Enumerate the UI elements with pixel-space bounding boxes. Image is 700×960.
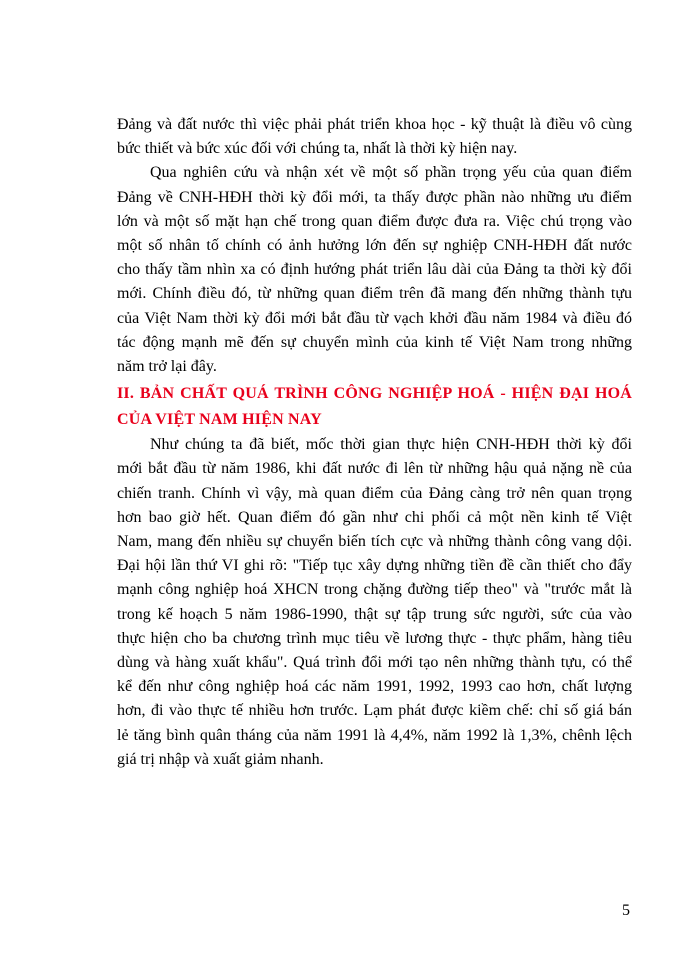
text-line: Đại hội lần thứ VI ghi rõ: "Tiếp tục xây dựng những tiền đề cần thiết cho đẩy [117,557,632,575]
section-heading [117,381,632,433]
text-line: Đảng về CNH-HĐH thời kỳ đổi mới, ta thấy được phần nào những ưu điểm [117,188,632,206]
text-line: mới bắt đầu từ năm 1986, khi đất nước đi lên từ những hậu quả nặng nề của [117,460,632,478]
text-line: thực hiện cho ba chương trình mục tiêu về lương thực - thực phẩm, hàng tiêu [117,629,632,647]
text-line: Đảng và đất nước thì việc phải phát triển khoa học - kỹ thuật là điều vô cùng [117,116,632,133]
text-line: hơn bao giờ hết. Quan điểm đó gần như chi phối cả một nền kinh tế Việt [117,508,632,526]
text-line: cho thấy tầm nhìn xa có định hướng phát triển lâu dài của Đảng ta thời kỳ đổi [117,261,632,279]
text-line: tác động mạnh mẽ đến sự chuyển mình của kinh tế Việt Nam trong những [117,333,632,351]
text-line: trong kế hoạch 5 năm 1986-1990, thật sự tập trung sức người, sức của vào [117,605,632,623]
text-line: bức thiết và bức xúc đối với chúng ta, nhất là thời kỳ hiện nay. [117,140,518,158]
text-line: của Việt Nam thời kỳ đổi mới bắt đầu từ vạch khởi đầu năm 1984 và điều đó [117,309,632,327]
paragraph-intro-continuation [117,113,632,161]
text-line: hơn, đi vào thực tế nhiều hơn trước. Lạm phát được kiềm chế: chỉ số giá bán [117,702,632,720]
page-number: 5 [622,902,630,919]
text-line: kể đến như công nghiệp hoá các năm 1991, 1992, 1993 cao hơn, chất lượng [117,678,632,696]
text-line: một số nhân tố chính có ảnh hưởng lớn đến sự nghiệp CNH-HĐH đất nước [117,237,632,255]
heading-line: II. BẢN CHẤT QUÁ TRÌNH CÔNG NGHIỆP HOÁ - HIỆN ĐẠI HOÁ [117,385,632,403]
text-line: lớn và một số mặt hạn chế trong quan điểm được đưa ra. Việc chú trọng vào [117,212,632,230]
text-line: Qua nghiên cứu và nhận xét về một số phần trọng yếu của quan điểm [150,164,632,182]
text-line: năm trở lại đây. [117,358,217,376]
text-line: Nam, mang đến nhiều sự chuyển biến tích cực và những thành công vang dội. [117,533,632,551]
text-line: lẻ tăng bình quân tháng của năm 1991 là 4,4%, năm 1992 là 1,3%, chênh lệch [117,726,632,744]
text-line: Như chúng ta đã biết, mốc thời gian thực hiện CNH-HĐH thời kỳ đổi [150,436,632,454]
text-line: chiến tranh. Chính vì vậy, mà quan điểm của Đảng càng trở nên quan trọng [117,484,632,502]
heading-line: CỦA VIỆT NAM HIỆN NAY [117,411,322,429]
paragraph-nature-of-industrialization [117,433,632,772]
text-line: dùng và hàng xuất khẩu". Quá trình đổi mới tạo nên những thành tựu, có thể [117,654,632,672]
page-body [117,113,632,772]
paragraph-assessment [117,161,632,379]
text-line: giá trị nhập và xuất giảm nhanh. [117,750,324,768]
text-line: mới. Chính điều đó, từ những quan điểm trên đã mang đến những thành tựu [117,285,632,303]
text-line: mạnh công nghiệp hoá XHCN trong chặng đường tiếp theo" và "trước mắt là [117,581,632,599]
